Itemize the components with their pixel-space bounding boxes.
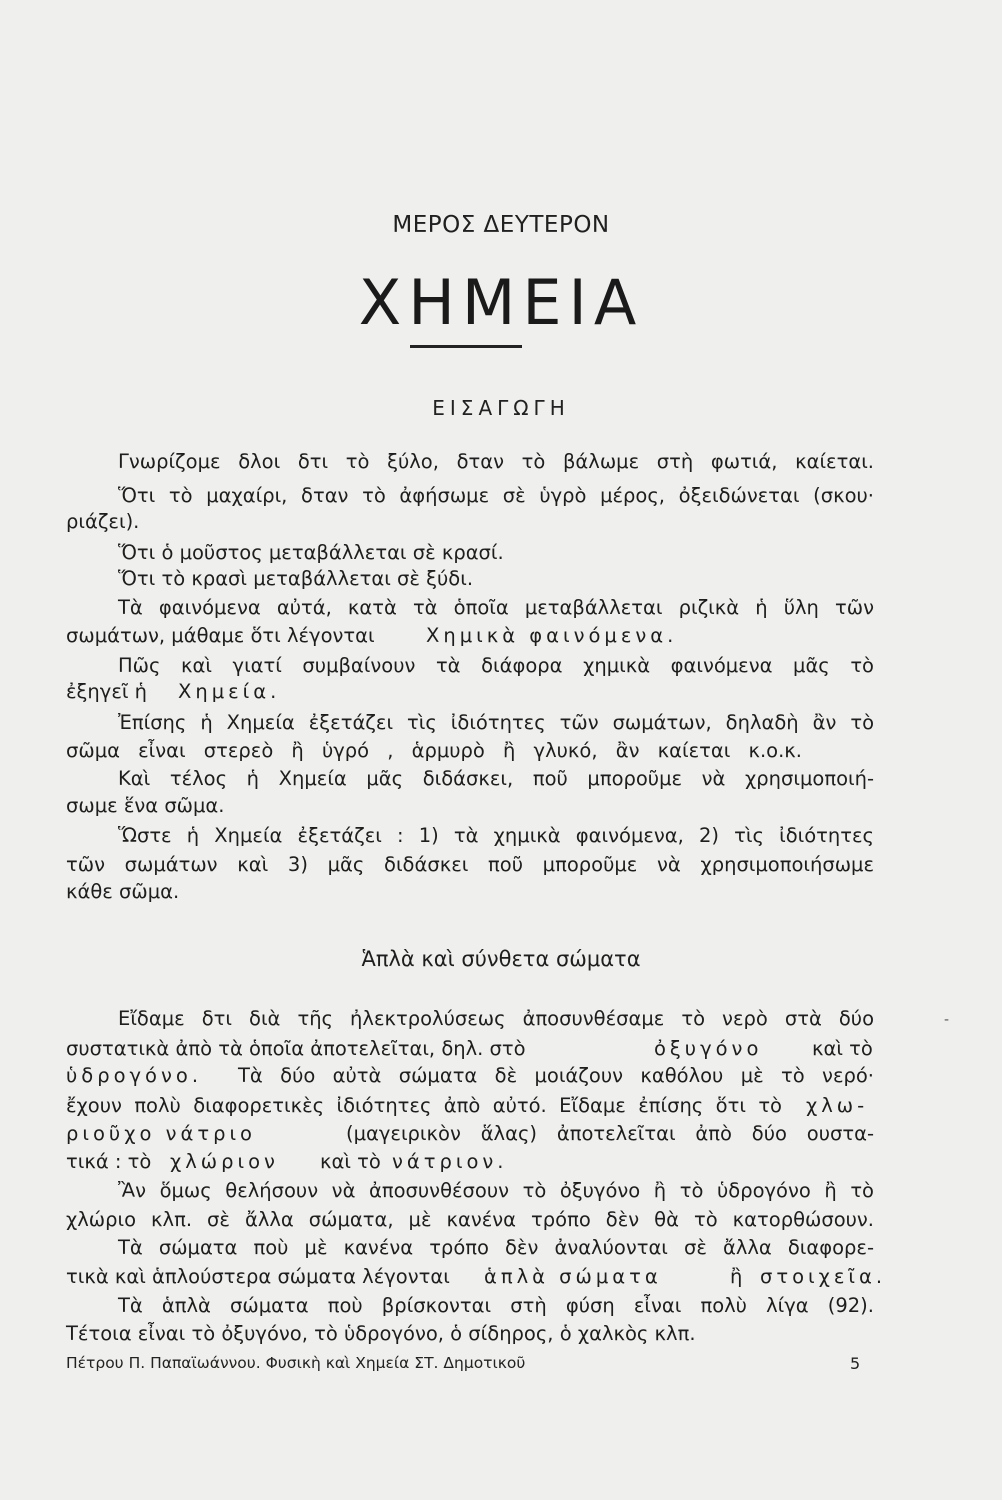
text-line: Ὅτι τὸ μαχαίρι, δταν τὸ ἀφήσωμε σὲ ὑγρὸ μέρος, ὀξειδώνεται (σκου·	[118, 484, 874, 507]
text-line: ἐξηγεῖ ἡ	[66, 680, 148, 703]
text-line: ἢ	[730, 1265, 743, 1288]
text-line: ριάζει).	[66, 510, 140, 533]
emphasized-term: ἁπλὰ σώματα	[484, 1265, 662, 1288]
page-title: ΧΗΜΕΙΑ	[358, 266, 644, 339]
emphasized-term: ριοῦχο νάτριο	[66, 1122, 256, 1145]
text-line: Τὰ ἁπλὰ σώματα ποὺ βρίσκονται στὴ φύση εἶναι πολὺ λίγα (92).	[118, 1294, 874, 1317]
text-line: Εἴδαμε δτι διὰ τῆς ἠλεκτρολύσεως ἀποσυνθέσαμε τὸ νερὸ στὰ δύο	[118, 1007, 874, 1030]
intro-heading: ΕΙΣΑΓΩΓΗ	[432, 396, 570, 420]
text-line: καὶ τὸ	[812, 1037, 873, 1060]
text-line: Πῶς καὶ γιατί συμβαίνουν τὰ διάφορα χημικὰ φαινόμενα μᾶς τὸ	[118, 654, 874, 677]
text-line: Τέτοια εἶναι τὸ ὀξυγόνο, τὸ ὑδρογόνο, ὁ σίδηρος, ὁ χαλκὸς κλπ.	[66, 1322, 696, 1345]
footer-citation: Πέτρου Π. Παπαϊωάννου. Φυσικὴ καὶ Χημεία ΣΤ. Δημοτικοῦ	[66, 1354, 526, 1372]
text-line: καὶ τὸ	[320, 1150, 381, 1173]
text-line: Τὰ σώματα ποὺ μὲ κανένα τρόπο δὲν ἀναλύονται σὲ ἄλλα διαφορε-	[118, 1236, 874, 1259]
emphasized-term: νάτριον.	[392, 1150, 508, 1173]
emphasized-term: χλώριον	[170, 1150, 279, 1173]
page-number: 5	[850, 1354, 861, 1373]
text-line: σωμε ἕνα σῶμα.	[66, 794, 225, 817]
emphasized-term: Χημεία.	[178, 680, 281, 703]
text-line: τικά : τὸ	[66, 1150, 152, 1173]
emphasized-term: στοιχεῖα.	[760, 1265, 887, 1288]
text-line: Ὅτι τὸ κρασὶ μεταβάλλεται σὲ ξύδι.	[118, 567, 474, 590]
text-line: τικὰ καὶ ἁπλούστερα σώματα λέγονται	[66, 1265, 450, 1288]
margin-mark: -	[944, 1012, 950, 1028]
part-heading: ΜΕΡΟΣ ΔΕΥΤΕΡΟΝ	[392, 212, 610, 238]
text-line: χλώριο κλπ. σὲ ἄλλα σώματα, μὲ κανένα τρόπο δὲν θὰ τὸ κατορθώσουν.	[66, 1208, 874, 1231]
text-line: Καὶ τέλος ἡ Χημεία μᾶς διδάσκει, ποῦ μποροῦμε νὰ χρησιμοποιή-	[118, 767, 874, 790]
text-line: Γνωρίζομε δλοι δτι τὸ ξύλο, δταν τὸ βάλωμε στὴ φωτιά, καίεται.	[118, 450, 874, 473]
title-divider	[410, 345, 522, 348]
text-line: σῶμα εἶναι στερεὸ ἢ ὑγρό , ἁρμυρὸ ἢ γλυκό, ἂν καίεται κ.ο.κ.	[66, 739, 802, 762]
text-line: Τὰ φαινόμενα αὐτά, κατὰ τὰ ὁποῖα μεταβάλλεται ριζικὰ ἡ ὕλη τῶν	[118, 596, 874, 619]
text-line: σωμάτων, μάθαμε ὅτι λέγονται	[66, 624, 375, 647]
emphasized-term: ὀξυγόνο	[654, 1037, 763, 1060]
text-line: Ὅτι ὁ μοῦστος μεταβάλλεται σὲ κρασί.	[118, 541, 504, 564]
text-line: ἔχουν πολὺ διαφορετικὲς ἰδιότητες ἀπὸ αὐτό. Εἴδαμε ἐπίσης ὅτι τὸ	[66, 1094, 782, 1117]
text-line: τῶν σωμάτων καὶ 3) μᾶς διδάσκει ποῦ μποροῦμε νὰ χρησιμοποιήσωμε	[66, 853, 874, 876]
emphasized-term: ὑδρογόνο.	[66, 1064, 203, 1087]
text-line: Ἂν ὅμως θελήσουν νὰ ἀποσυνθέσουν τὸ ὀξυγόνο ἢ τὸ ὑδρογόνο ἢ τὸ	[118, 1179, 874, 1202]
emphasized-term: Χημικὰ φαινόμενα.	[426, 624, 678, 647]
text-line: Ἐπίσης ἡ Χημεία ἐξετάζει τὶς ἰδιότητες τῶν σωμάτων, δηλαδὴ ἂν τὸ	[118, 711, 874, 734]
section-heading: Ἁπλὰ καὶ σύνθετα σώματα	[361, 947, 641, 971]
text-line: Ὥστε ἡ Χημεία ἐξετάζει : 1) τὰ χημικὰ φαινόμενα, 2) τὶς ἰδιότητες	[118, 824, 874, 847]
text-line: συστατικὰ ἀπὸ τὰ ὁποῖα ἀποτελεῖται, δηλ. στὸ	[66, 1037, 526, 1060]
text-line: (μαγειρικὸν ἅλας) ἀποτελεῖται ἀπὸ δύο ουστα-	[346, 1122, 874, 1145]
text-line: Τὰ δύο αὐτὰ σώματα δὲ μοιάζουν καθόλου μὲ τὸ νερό·	[238, 1064, 874, 1087]
emphasized-term: χλω-	[806, 1094, 869, 1117]
text-line: κάθε σῶμα.	[66, 880, 180, 903]
